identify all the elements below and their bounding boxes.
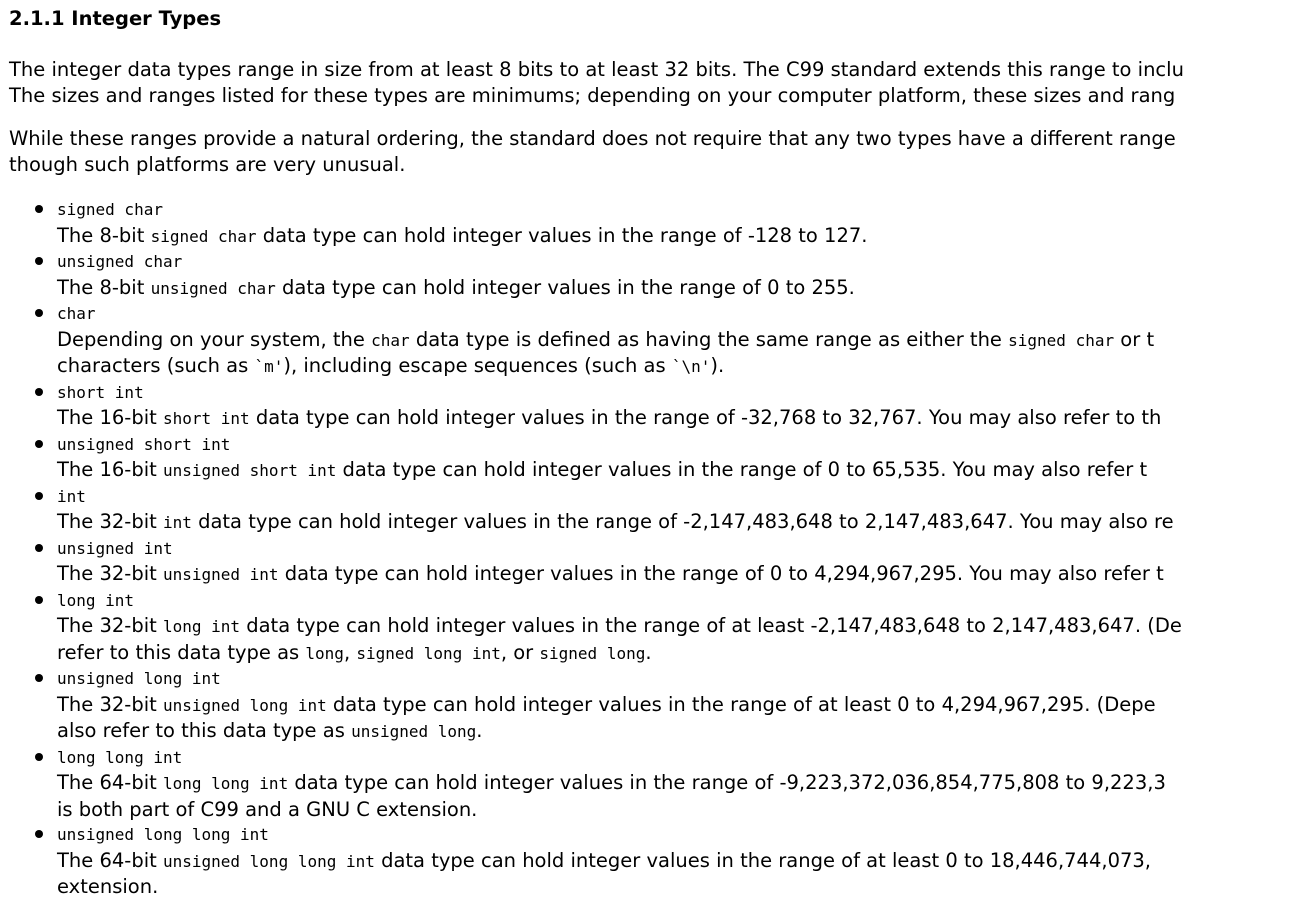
type-term: long long int: [57, 747, 183, 767]
inline-code: unsigned long long int: [162, 851, 375, 871]
type-term: int: [57, 486, 86, 506]
bullet-icon: [35, 257, 43, 265]
type-description: Depending on your system, the char data type is defined as having the same range as either the signed char or t characters (such as `m'), including escape sequences (such as `\n').: [57, 327, 1155, 377]
list-item-int: [9, 484, 1182, 536]
type-description: The 16-bit short int data type can hold integer values in the range of -32,768 to 32,767. You may also refer to th: [57, 406, 1162, 429]
bullet-icon: [35, 309, 43, 317]
list-item-unsigned-long-int: [9, 666, 1182, 745]
type-term: unsigned char: [57, 252, 183, 271]
bullet-icon: [35, 674, 43, 682]
paragraph-line: though such platforms are very unusual.: [9, 152, 406, 176]
type-description: The 8-bit unsigned char data type can hold integer values in the range of 0 to 255.: [57, 275, 855, 299]
type-term: signed char: [57, 200, 163, 219]
section-heading: 2.1.1 Integer Types: [9, 7, 222, 30]
list-item-signed-char: [9, 197, 1182, 249]
list-item-unsigned-long-long-int: [9, 822, 1182, 900]
inline-code: char: [371, 330, 410, 350]
bullet-icon: [35, 830, 43, 838]
list-item-short-int: [9, 380, 1182, 432]
inline-code: long int: [162, 617, 241, 636]
list-item-char: [9, 301, 1182, 380]
inline-code: signed long: [539, 643, 646, 663]
bullet-icon: [35, 544, 43, 552]
type-description: The 32-bit unsigned int data type can hold integer values in the range of 0 to 4,294,967,295. You may also refer t: [57, 562, 1164, 585]
inline-code: unsigned short int: [162, 461, 337, 480]
bullet-icon: [35, 753, 43, 761]
list-item-unsigned-char: [9, 249, 1182, 301]
type-description: The 64-bit long long int data type can hold integer values in the range of -9,223,372,036,854,775,808 to 9,223,3 is both part of C99 and a GNU C extension.: [57, 771, 1166, 821]
inline-code: long: [305, 643, 344, 663]
inline-code: int: [162, 513, 192, 532]
type-description: The 8-bit signed char data type can hold integer values in the range of -128 to 127.: [57, 223, 868, 247]
inline-code: long long int: [162, 774, 289, 793]
bullet-icon: [35, 388, 43, 396]
inline-code: unsigned char: [150, 278, 276, 298]
type-term: char: [57, 304, 96, 323]
inline-code: unsigned long: [351, 722, 477, 741]
list-item-unsigned-int: [9, 536, 1182, 588]
type-description: The 32-bit long int data type can hold integer values in the range of at least -2,147,483,648 to 2,147,483,647. (De refer to this data type as long, signed long int, or signed long.: [57, 614, 1182, 664]
inline-code: signed char: [150, 226, 257, 246]
intro-paragraph-1: [9, 57, 1184, 108]
inline-code: `\n': [671, 357, 711, 376]
type-description: The 32-bit int data type can hold integer values in the range of -2,147,483,648 to 2,147,483,647. You may also re: [57, 510, 1174, 533]
type-description: The 32-bit unsigned long int data type can hold integer values in the range of at least 0 to 4,294,967,295. (Depe also refer to this data type as unsigned long.: [57, 692, 1156, 742]
list-item-long-long-int: [9, 745, 1182, 823]
bullet-icon: [35, 205, 43, 213]
paragraph-line: The sizes and ranges listed for these types are minimums; depending on your computer platform, these sizes and rang: [9, 83, 1176, 107]
intro-paragraph-2: [9, 126, 1176, 177]
list-item-unsigned-short-int: [9, 432, 1182, 484]
bullet-icon: [35, 492, 43, 500]
type-term: unsigned int: [57, 538, 173, 558]
integer-type-list: [9, 197, 1182, 900]
inline-code: unsigned long int: [162, 695, 327, 715]
inline-code: signed char: [1008, 330, 1115, 350]
inline-code: signed long int: [356, 643, 501, 663]
inline-code: unsigned int: [162, 565, 279, 584]
type-description: The 16-bit unsigned short int data type can hold integer values in the range of 0 to 65,535. You may also refer t: [57, 458, 1148, 481]
type-description: The 64-bit unsigned long long int data type can hold integer values in the range of at least 0 to 18,446,744,073, extension.: [57, 848, 1151, 898]
paragraph-line: The integer data types range in size from at least 8 bits to at least 32 bits. The C99 standard extends this range to inclu: [9, 58, 1184, 81]
type-term: short int: [57, 382, 144, 402]
type-term: long int: [57, 590, 135, 610]
type-term: unsigned short int: [57, 434, 231, 454]
list-item-long-int: [9, 588, 1182, 667]
type-term: unsigned long int: [57, 669, 221, 688]
bullet-icon: [35, 440, 43, 448]
inline-code: `m': [254, 357, 284, 376]
type-term: unsigned long long int: [57, 825, 269, 844]
paragraph-line: While these ranges provide a natural ordering, the standard does not require that any two types have a different range: [9, 127, 1176, 150]
inline-code: short int: [162, 409, 250, 428]
bullet-icon: [35, 596, 43, 604]
